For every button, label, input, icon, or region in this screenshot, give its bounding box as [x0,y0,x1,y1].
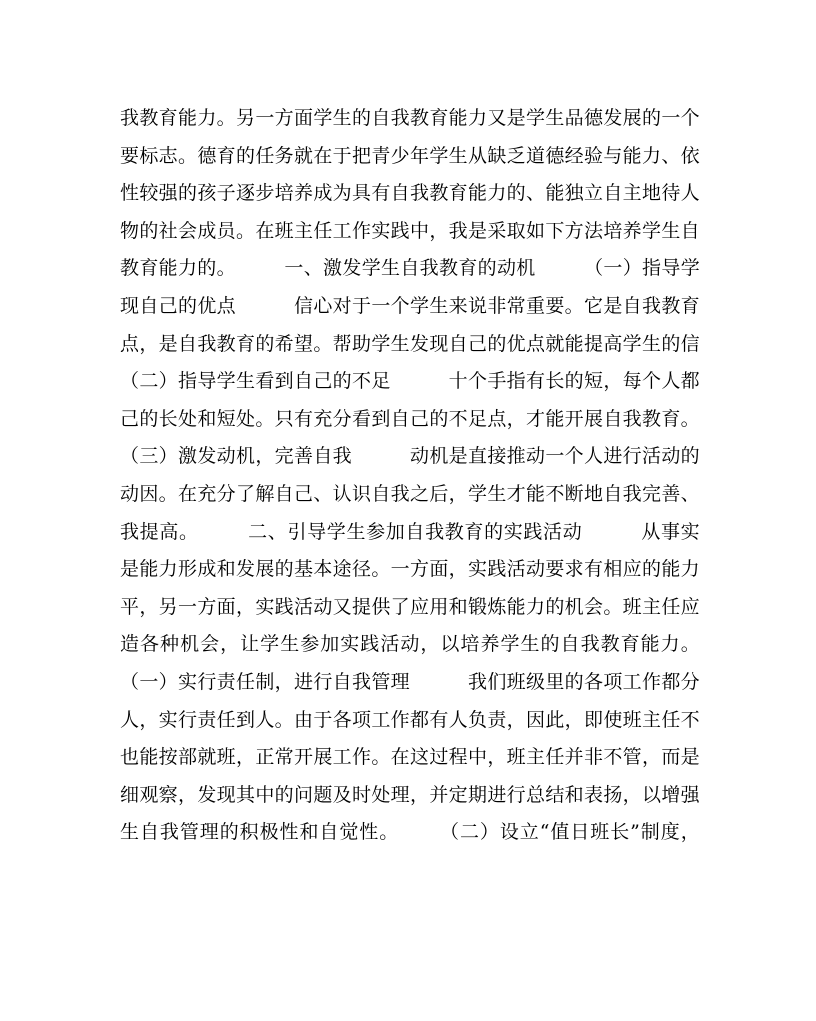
text-line: 是能力形成和发展的基本途径。一方面，实践活动要求有相应的能力 [120,558,700,581]
text-line: 物的社会成员。在班主任工作实践中，我是采取如下方法培养学生自 [120,219,700,242]
text-line: 动因。在充分了解自己、认识自我之后，学生才能不断地自我完善、 [120,482,700,505]
text-line: （三）激发动机，完善自我 动机是直接推动一个人进行活动的 [120,445,700,468]
text-line: 我提高。 二、引导学生参加自我教育的实践活动 从事实 [120,520,700,543]
text-line: （一）实行责任制，进行自我管理 我们班级里的各项工作都分 [120,670,700,693]
text-line: 造各种机会，让学生参加实践活动，以培养学生的自我教育能力。 [120,633,700,656]
text-line: 我教育能力。另一方面学生的自我教育能力又是学生品德发展的一个 [120,107,700,129]
text-line: 现自己的优点 信心对于一个学生来说非常重要。它是自我教育 [120,294,700,317]
text-line: 平，另一方面，实践活动又提供了应用和锻炼能力的机会。班主任应 [120,595,700,618]
text-line: 细观察，发现其中的问题及时处理，并定期进行总结和表扬，以增强 [120,783,700,806]
text-line: 也能按部就班，正常开展工作。在这过程中，班主任并非不管，而是 [120,746,700,769]
body-text [120,100,700,852]
text-line: 点，是自我教育的希望。帮助学生发现自己的优点就能提高学生的信 [120,332,700,355]
text-line: 生自我管理的积极性和自觉性。 （二）设立“值日班长”制度， [120,821,700,844]
text-line: 要标志。德育的任务就在于把青少年学生从缺乏道德经验与能力、依 [120,144,700,167]
text-line: 教育能力的。 一、激发学生自我教育的动机 （一）指导学 [120,257,700,280]
text-line: 人，实行责任到人。由于各项工作都有人负责，因此，即使班主任不 [120,708,700,731]
text-line: 己的长处和短处。只有充分看到自己的不足点，才能开展自我教育。 [120,407,700,430]
text-line: （二）指导学生看到自己的不足 十个手指有长的短，每个人都 [120,370,700,393]
text-line: 性较强的孩子逐步培养成为具有自我教育能力的、能独立自主地待人 [120,182,700,205]
